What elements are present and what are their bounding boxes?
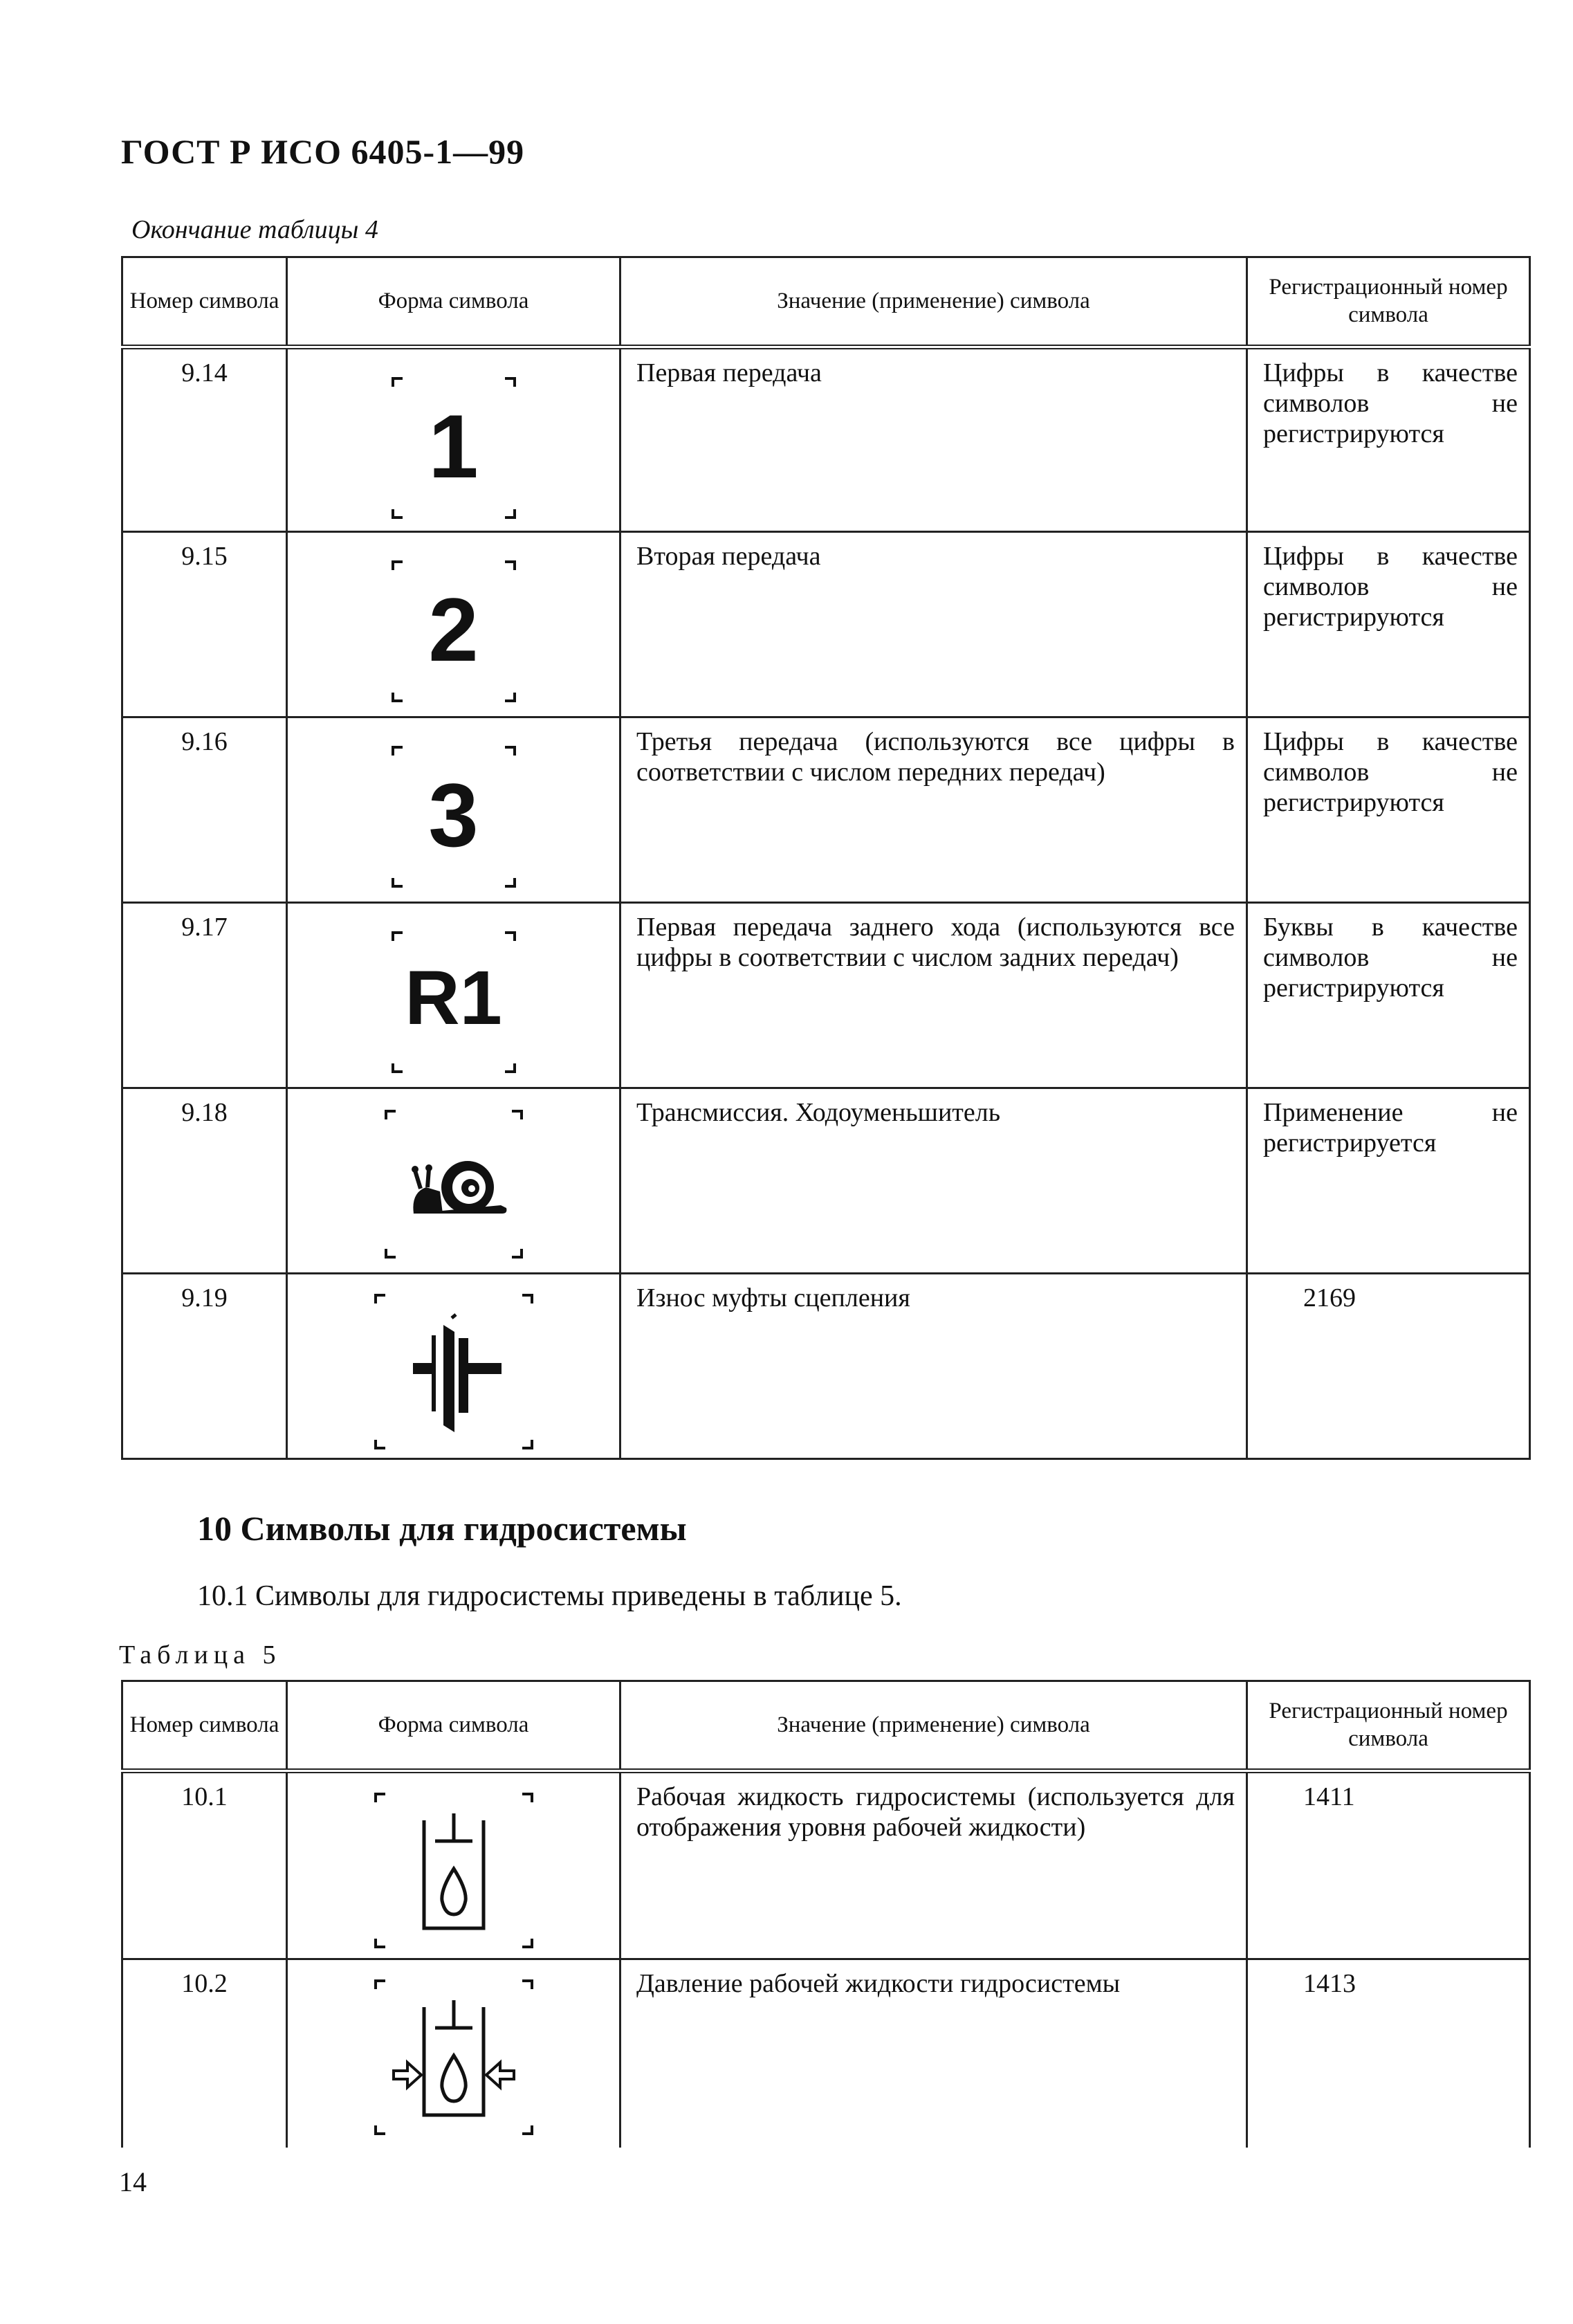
symbol-meaning: Износ муфты сцепления <box>620 1274 1247 1459</box>
symbol-number: 10.2 <box>122 1959 287 2148</box>
digit-1-symbol-icon <box>392 377 516 519</box>
symbol-shape <box>287 1771 620 1959</box>
table-row <box>122 1959 1530 2148</box>
reservoir-drop-icon <box>374 1793 533 1948</box>
col-header-meaning: Значение (применение) символа <box>620 1681 1247 1771</box>
registration-number: Применение не регистрируется <box>1247 1088 1530 1274</box>
section-paragraph: 10.1 Символы для гидросистемы приведены в таблице 5. <box>197 1580 902 1612</box>
table5-header-row <box>122 1681 1530 1771</box>
symbol-glyph: R1 <box>405 955 502 1041</box>
symbol-shape <box>287 532 620 717</box>
digit-2-symbol-icon <box>392 560 516 702</box>
registration-number: Цифры в качестве символов не регистрируются <box>1247 532 1530 717</box>
col-header-registration: Регистрационный номер символа <box>1247 257 1530 347</box>
table-row <box>122 532 1530 717</box>
col-header-shape: Форма символа <box>287 257 620 347</box>
table4 <box>121 256 1531 1460</box>
symbol-meaning: Рабочая жидкость гидросистемы (используется для отображения уровня рабочей жидкости) <box>620 1771 1247 1959</box>
col-header-shape: Форма символа <box>287 1681 620 1771</box>
symbol-number: 9.15 <box>122 532 287 717</box>
symbol-shape <box>287 347 620 532</box>
col-header-registration: Регистрационный номер символа <box>1247 1681 1530 1771</box>
symbol-number: 9.19 <box>122 1274 287 1459</box>
symbol-shape <box>287 717 620 903</box>
snail-icon <box>385 1110 523 1259</box>
symbol-number: 9.18 <box>122 1088 287 1274</box>
symbol-shape <box>287 1088 620 1274</box>
table4-caption: Окончание таблицы 4 <box>131 215 378 244</box>
symbol-number: 9.17 <box>122 903 287 1088</box>
section-heading: 10 Символы для гидросистемы <box>197 1509 687 1548</box>
symbol-glyph: 1 <box>428 396 479 497</box>
digit-3-symbol-icon <box>392 746 516 888</box>
reservoir-pressure-icon <box>367 1979 540 2135</box>
col-header-number: Номер символа <box>122 1681 287 1771</box>
symbol-number: 10.1 <box>122 1771 287 1959</box>
table-row <box>122 1771 1530 1959</box>
symbol-meaning: Первая передача <box>620 347 1247 532</box>
symbol-shape <box>287 1959 620 2148</box>
symbol-meaning: Трансмиссия. Ходоуменьшитель <box>620 1088 1247 1274</box>
table-row <box>122 903 1530 1088</box>
symbol-meaning: Первая передача заднего хода (используются все цифры в соответствии с числом задних передач) <box>620 903 1247 1088</box>
col-header-meaning: Значение (применение) символа <box>620 257 1247 347</box>
symbol-number: 9.16 <box>122 717 287 903</box>
table4-header-row <box>122 257 1530 347</box>
symbol-meaning: Вторая передача <box>620 532 1247 717</box>
page-number: 14 <box>119 2166 147 2197</box>
registration-number: Буквы в качестве символов не регистрируются <box>1247 903 1530 1088</box>
registration-number: 1411 <box>1247 1771 1530 1959</box>
document-title: ГОСТ Р ИСО 6405-1—99 <box>121 132 525 171</box>
symbol-glyph: 3 <box>428 765 479 866</box>
registration-number: Цифры в качестве символов не регистрируются <box>1247 717 1530 903</box>
table-row <box>122 1274 1530 1459</box>
hydraulic-fluid-pressure-icon <box>367 1979 540 2135</box>
clutch-icon <box>374 1294 533 1449</box>
registration-number: Цифры в качестве символов не регистрируются <box>1247 347 1530 532</box>
reverse-gear-r1-symbol-icon <box>392 931 516 1073</box>
clutch-wear-icon <box>374 1294 533 1449</box>
symbol-shape <box>287 903 620 1088</box>
table-row <box>122 717 1530 903</box>
col-header-number: Номер символа <box>122 257 287 347</box>
registration-number: 1413 <box>1247 1959 1530 2148</box>
table-row <box>122 1088 1530 1274</box>
symbol-meaning: Давление рабочей жидкости гидросистемы <box>620 1959 1247 2148</box>
registration-number: 2169 <box>1247 1274 1530 1459</box>
symbol-glyph: 2 <box>428 579 479 680</box>
snail-creeper-gear-icon <box>385 1110 523 1259</box>
hydraulic-fluid-level-icon <box>374 1793 533 1948</box>
table-row <box>122 347 1530 532</box>
symbol-number: 9.14 <box>122 347 287 532</box>
table5-caption: Таблица 5 <box>119 1640 282 1669</box>
symbol-meaning: Третья передача (используются все цифры в соответствии с числом передних передач) <box>620 717 1247 903</box>
symbol-shape <box>287 1274 620 1459</box>
table5 <box>121 1680 1531 2148</box>
